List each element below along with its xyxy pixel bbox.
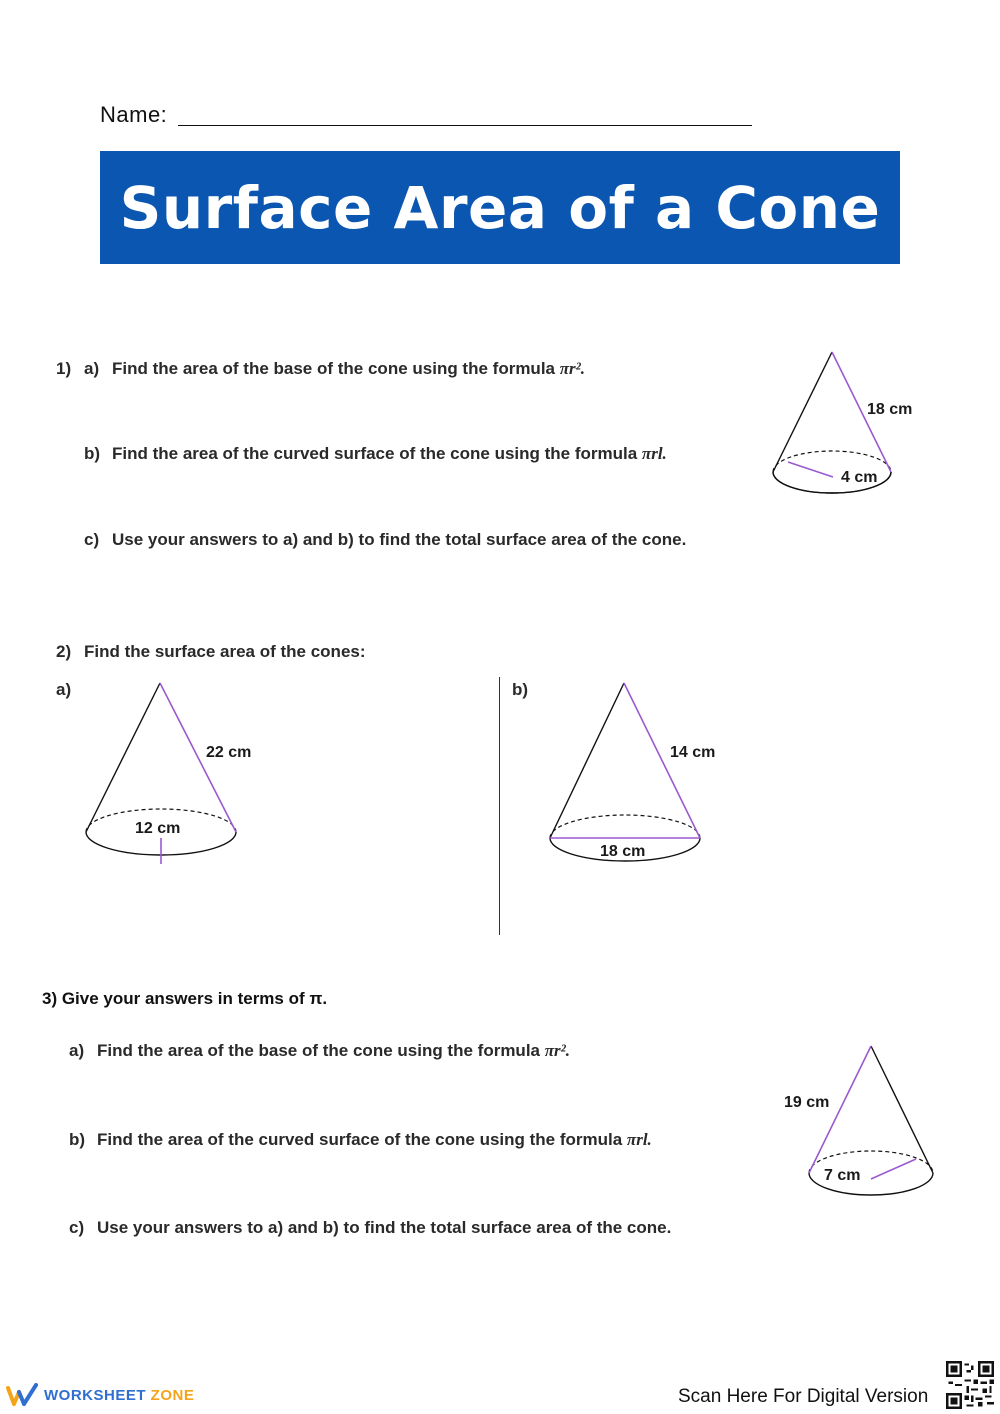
name-line[interactable] <box>178 125 752 126</box>
q3-c <box>69 1218 671 1238</box>
q2-a-label: a) <box>56 680 72 699</box>
q2-b-slant-label: 14 cm <box>670 744 716 761</box>
q3-a-label: a) <box>69 1041 85 1060</box>
q3-cone-slant-label: 19 cm <box>784 1094 830 1111</box>
q1-b-label: b) <box>84 444 101 463</box>
q3-b-formula: πrl. <box>626 1130 652 1149</box>
q3-c-text: Use your answers to a) and b) to find the total surface area of the cone. <box>97 1218 672 1237</box>
q1-b-formula: πrl. <box>641 444 667 463</box>
qr-code-icon[interactable] <box>946 1361 994 1409</box>
q3-b <box>69 1130 652 1150</box>
q3-a <box>69 1041 570 1061</box>
q1-cone-diagram <box>760 345 940 505</box>
q1-cone-slant-label: 18 cm <box>867 401 913 418</box>
name-label: Name: <box>100 102 168 127</box>
q3-a-text: Find the area of the base of the cone using the formula <box>97 1041 545 1060</box>
q3-cone-diagram <box>776 1040 946 1205</box>
q3-c-label: c) <box>69 1218 85 1237</box>
worksheet-zone-logo[interactable] <box>6 1382 194 1408</box>
q1-number: 1) <box>56 359 72 378</box>
q3-cone-radius-label: 7 cm <box>824 1167 861 1184</box>
q2-b-label: b) <box>512 680 529 699</box>
q2-a-cone-diagram <box>80 676 280 876</box>
logo-w-icon <box>6 1382 38 1408</box>
q1-a-label: a) <box>84 359 100 378</box>
column-divider <box>499 677 500 935</box>
q2-b-diameter-label: 18 cm <box>600 843 646 860</box>
q2-a-radius-label: 12 cm <box>135 820 181 837</box>
logo-text: WORKSHEET ZONE <box>44 1386 195 1404</box>
q1-b-text: Find the area of the curved surface of the cone using the formula <box>112 444 642 463</box>
q2-number: 2) <box>56 642 72 661</box>
q2-text: Find the surface area of the cones: <box>84 642 366 661</box>
q2-b-cone-diagram <box>544 676 744 876</box>
q1-c-text: Use your answers to a) and b) to find the total surface area of the cone. <box>112 530 687 549</box>
q3-a-formula: πr². <box>544 1041 570 1060</box>
scan-here-text: Scan Here For Digital Version <box>678 1386 929 1407</box>
q1-cone-radius-label: 4 cm <box>841 469 878 486</box>
q1-b <box>84 444 667 464</box>
q3-b-label: b) <box>69 1130 86 1149</box>
q1-a-text: Find the area of the base of the cone using the formula <box>112 359 560 378</box>
q1-a-formula: πr². <box>559 359 585 378</box>
q2-prompt <box>56 642 366 662</box>
q1-c <box>84 530 686 550</box>
q1-a <box>56 359 585 379</box>
q2-a-slant-label: 22 cm <box>206 744 252 761</box>
title-banner <box>100 151 900 264</box>
page-title: Surface Area of a Cone <box>119 173 881 242</box>
q3-b-text: Find the area of the curved surface of the cone using the formula <box>97 1130 627 1149</box>
q3-title: 3) Give your answers in terms of π. <box>42 989 328 1008</box>
q1-c-label: c) <box>84 530 100 549</box>
